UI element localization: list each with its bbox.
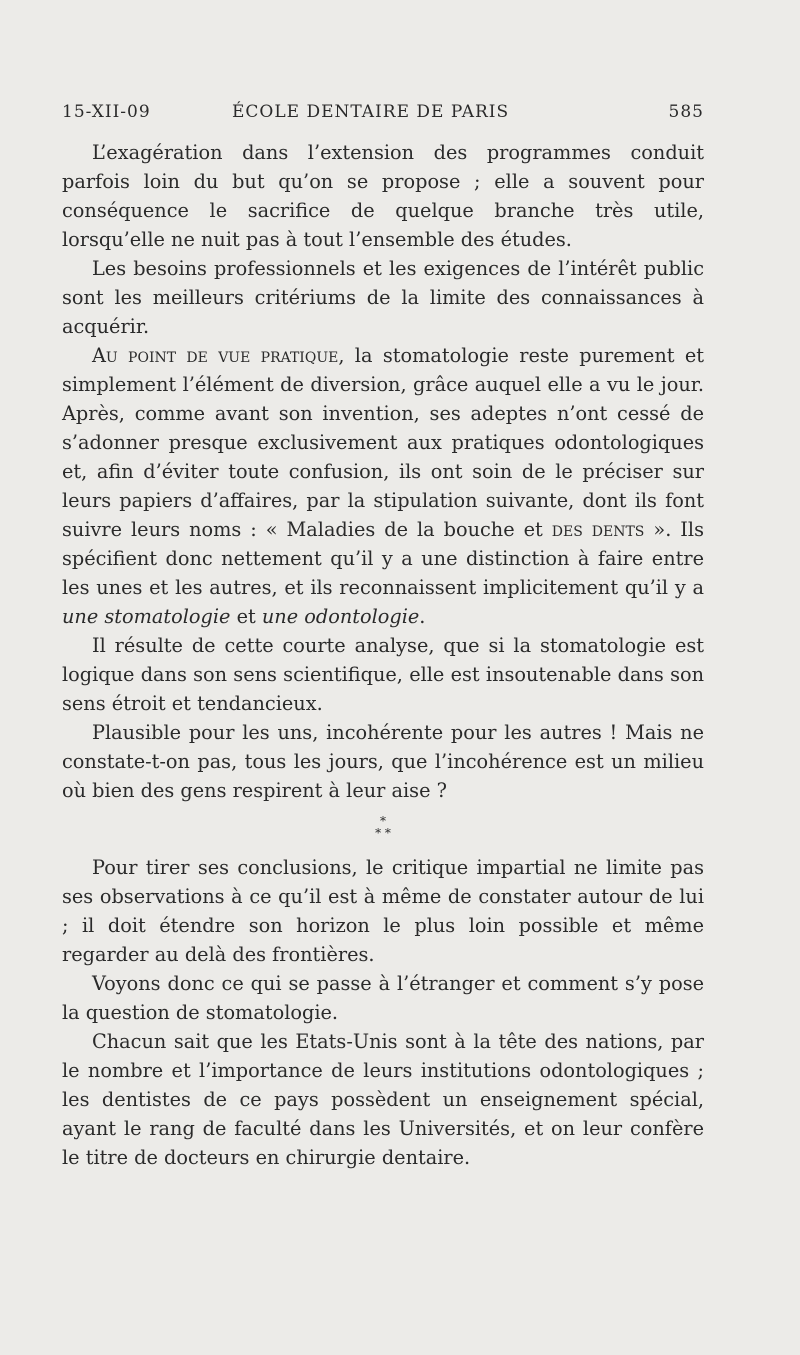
smallcaps-phrase-2: des dents (551, 518, 645, 541)
page-number: 585 (668, 102, 704, 122)
paragraph-8: Chacun sait que les Etats-Unis sont à la tête des nations, par le nombre et l’importance de leurs institutions odontologiques ; les dentistes de ce pays possèdent un enseignement spécial, ayant le rang de faculté dans les Universités, et on leur confère le titre de docteurs en chirurgie dentaire. (62, 1030, 704, 1169)
header-date: 15-XII-09 (62, 102, 151, 122)
paragraph-5: Plausible pour les uns, incohérente pour les autres ! Mais ne constate-t-on pas, tous les jours, que l’incohérence est un milieu où bien des gens respirent à leur aise ? (62, 721, 704, 802)
body-text (62, 138, 704, 1172)
section-separator (62, 815, 704, 839)
paragraph-4: Il résulte de cette courte analyse, que si la stomatologie est logique dans son sens scientifique, elle est insoutenable dans son sens étroit et tendancieux. (62, 634, 704, 715)
paragraph-3-text-c: et (230, 605, 262, 628)
header-title: ÉCOLE DENTAIRE DE PARIS (232, 102, 510, 122)
running-header (62, 102, 704, 132)
paragraph-3-text-d: . (419, 605, 426, 628)
smallcaps-phrase: Au point de vue pratique (92, 344, 339, 367)
paragraph-3 (62, 341, 704, 631)
separator-stars-bottom: * * (375, 826, 391, 840)
paragraph-3-text-b: ». Ils spécifient donc nettement qu’il y a une distinction à faire entre les unes et les autres, et ils reconnaissent implicitement qu’il y a (62, 518, 704, 599)
paragraph-6: Pour tirer ses conclusions, le critique impartial ne limite pas ses observations à ce qu’il est à même de constater autour de lui ; il doit étendre son horizon le plus loin possible et même regarder au delà des frontières. (62, 856, 704, 966)
paragraph-1: L’exagération dans l’extension des programmes conduit parfois loin du but qu’on se propose ; elle a souvent pour conséquence le sacrifice de quelque branche très utile, lorsqu’elle ne nuit pas à tout l’ensemble des études. (62, 141, 704, 251)
paragraph-3-text-a: , la stomatologie reste purement et simplement l’élément de diversion, grâce auquel elle a vu le jour. Après, comme avant son invention, ses adeptes n’ont cessé de s’adonner presque exclusivement aux pratiques odontologiques et, afin d’éviter toute confusion, ils ont soin de le préciser sur leurs papiers d’affaires, par la stipulation suivante, dont ils font suivre leurs noms : « Maladies de la bouche et (62, 344, 704, 541)
separator-star-top: * (380, 814, 386, 828)
italic-phrase-1: une stomatologie (62, 605, 231, 628)
italic-phrase-2: une odontologie (261, 605, 420, 628)
paragraph-7: Voyons donc ce qui se passe à l’étranger et comment s’y pose la question de stomatologie. (62, 972, 704, 1024)
paragraph-2: Les besoins professionnels et les exigences de l’intérêt public sont les meilleurs critériums de la limite des connaissances à acquérir. (62, 257, 704, 338)
